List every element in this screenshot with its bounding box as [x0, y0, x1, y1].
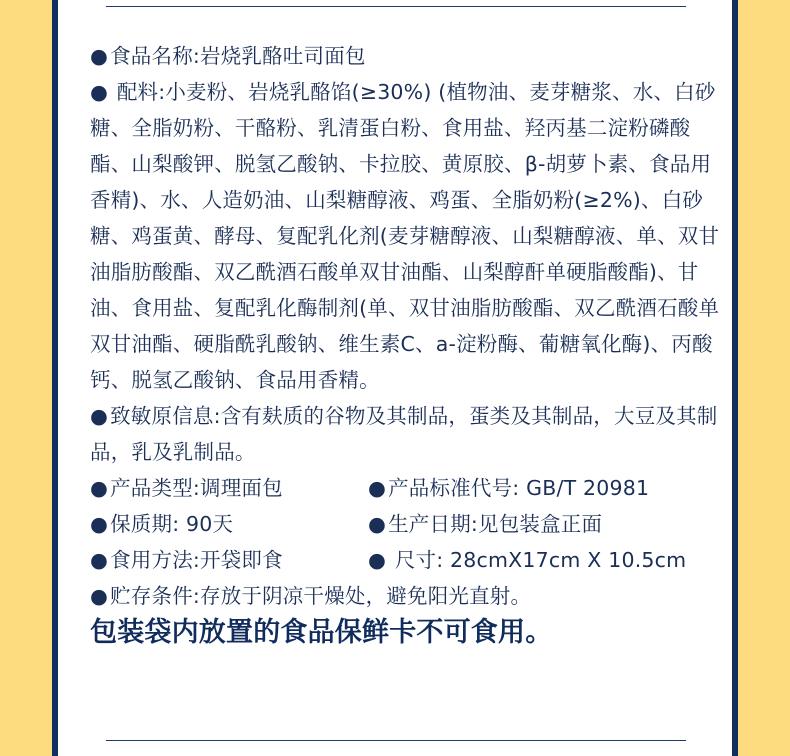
ingredients: 配料:小麦粉、岩烧乳酪馅(≥30%) (植物油、麦芽糖浆、水、白砂糖、全脂奶粉、干酪粉、乳清蛋白粉、食用盐、羟丙基二淀粉磷酸酯、山梨酸钾、脱氢乙酸钠、卡拉胶、黄原胶、β-胡萝卜素、食品用香精)、水、人造奶油、山梨糖醇液、鸡蛋、全脂奶粉(≥2%)、白砂糖、鸡蛋黄、酵母、复配乳化剂(麦芽糖醇液、山梨糖醇液、单、双甘油脂肪酸酯、双乙酰酒石酸单双甘油酯、山梨醇酐单硬脂酸酯)、甘油、食用盐、复配乳化酶制剂(单、双甘油脂肪酸酯、双乙酰酒石酸单双甘油酯、硬脂酰乳酸钠、维生素C、a-淀粉酶、葡糖氧化酶)、丙酸钙、脱氢乙酸钠、食品用香精。 — [90, 80, 720, 392]
usage-line — [90, 542, 368, 578]
package-size: 尺寸: 28cmX17cm X 10.5cm — [394, 548, 687, 572]
warning-text: 包装袋内放置的食品保鲜卡不可食用。 — [90, 617, 553, 648]
bullet-icon: ● — [90, 404, 109, 428]
product-name-line — [90, 38, 720, 74]
product-type: 产品类型:调理面包 — [110, 476, 283, 500]
bullet-icon: ● — [90, 548, 109, 572]
production-date-line — [368, 506, 720, 542]
product-type-line — [90, 470, 368, 506]
storage-line — [90, 578, 720, 614]
allergen-line — [90, 398, 720, 470]
size-line — [368, 542, 720, 578]
product-info — [90, 38, 720, 652]
bullet-icon: ● — [368, 512, 387, 536]
standard-code-line — [368, 470, 720, 506]
bottom-divider — [106, 740, 686, 741]
bullet-icon: ● — [368, 476, 387, 500]
allergen-info: 致敏原信息:含有麸质的谷物及其制品，蛋类及其制品，大豆及其制品，乳及乳制品。 — [90, 404, 718, 464]
bullet-icon: ● — [90, 476, 109, 500]
bullet-icon: ● — [90, 44, 109, 68]
product-name: 食品名称:岩烧乳酪吐司面包 — [110, 44, 366, 68]
storage-conditions: 贮存条件:存放于阴凉干燥处，避免阳光直射。 — [110, 584, 532, 608]
standard-code: 产品标准代号: GB/T 20981 — [388, 476, 650, 500]
shelf-life-line — [90, 506, 368, 542]
shelf-life: 保质期: 90天 — [110, 512, 234, 536]
bullet-icon: ● — [90, 512, 109, 536]
top-divider — [106, 6, 686, 7]
production-date: 生产日期:见包装盒正面 — [388, 512, 603, 536]
bullet-icon: ● — [90, 584, 109, 608]
right-border — [732, 0, 738, 756]
ingredients-line — [90, 74, 720, 398]
spec-grid — [90, 470, 720, 578]
bullet-icon: ● — [90, 80, 109, 104]
usage-method: 食用方法:开袋即食 — [110, 548, 283, 572]
bullet-icon: ● — [368, 548, 387, 572]
